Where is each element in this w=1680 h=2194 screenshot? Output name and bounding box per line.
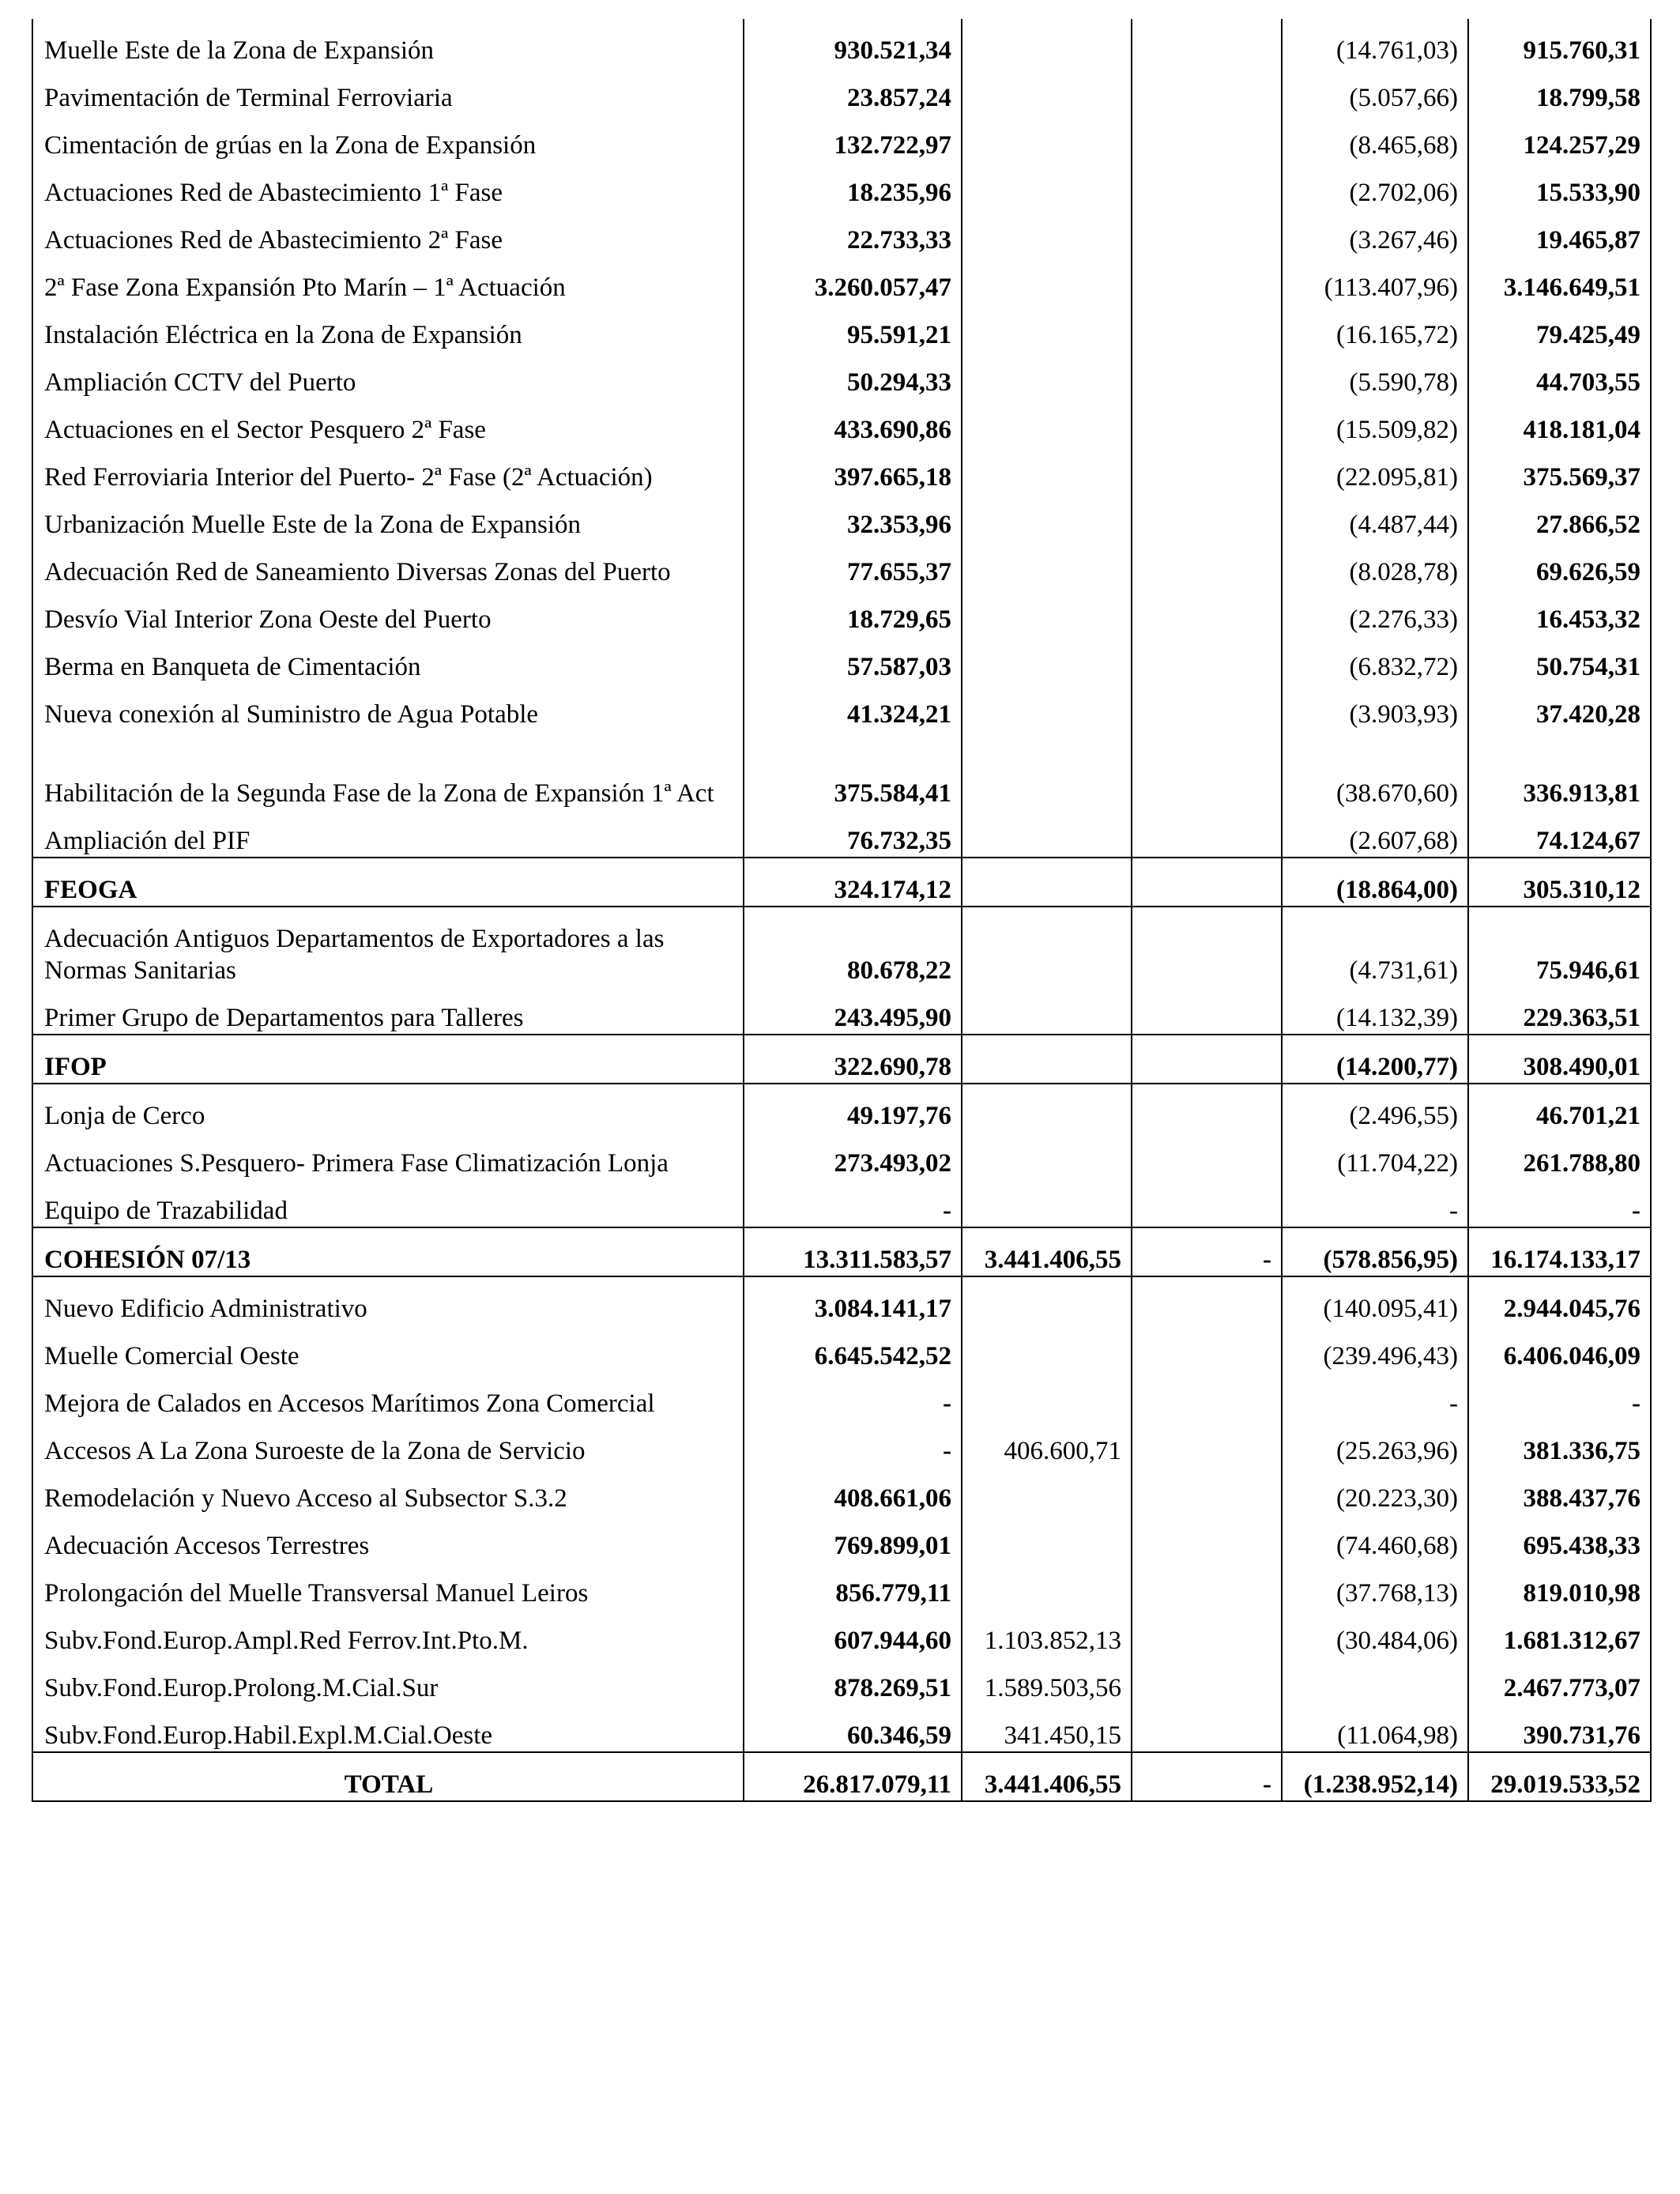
- additions-cell: [962, 1372, 1132, 1419]
- additions-cell: [962, 209, 1132, 256]
- initial-balance-cell: 26.817.079,11: [744, 1752, 962, 1801]
- additions-cell: 3.441.406,55: [962, 1752, 1132, 1801]
- additions-cell: [962, 303, 1132, 351]
- final-balance-cell: 261.788,80: [1468, 1132, 1651, 1179]
- table-row: [32, 66, 1651, 114]
- final-balance-cell: 29.019.533,52: [1468, 1752, 1651, 1801]
- concept-cell: Adecuación Accesos Terrestres: [32, 1514, 744, 1562]
- additions-cell: 1.589.503,56: [962, 1657, 1132, 1704]
- initial-balance-cell: -: [744, 1372, 962, 1419]
- concept-cell: IFOP: [32, 1035, 744, 1084]
- final-balance-cell: 37.420,28: [1468, 683, 1651, 730]
- initial-balance-cell: 41.324,21: [744, 683, 962, 730]
- transfers-to-results-cell: (37.768,13): [1282, 1562, 1468, 1609]
- final-balance-cell: -: [1468, 1372, 1651, 1419]
- subsidies-table: [32, 19, 1652, 1802]
- transfers-to-results-cell: (4.487,44): [1282, 493, 1468, 541]
- additions-cell: [962, 683, 1132, 730]
- table-row: [32, 493, 1651, 541]
- additions-cell: [962, 446, 1132, 493]
- additions-cell: [962, 66, 1132, 114]
- additions-cell: [962, 1467, 1132, 1514]
- table-row: [32, 635, 1651, 683]
- transfers-cell: [1132, 907, 1282, 986]
- transfers-cell: -: [1132, 1752, 1282, 1801]
- final-balance-cell: 1.681.312,67: [1468, 1609, 1651, 1657]
- table-row: [32, 683, 1651, 730]
- table-row: [32, 1609, 1651, 1657]
- concept-cell: FEOGA: [32, 858, 744, 907]
- concept-cell: Actuaciones S.Pesquero- Primera Fase Climatización Lonja: [32, 1132, 744, 1179]
- initial-balance-cell: 60.346,59: [744, 1704, 962, 1752]
- transfers-cell: [1132, 19, 1282, 66]
- transfers-to-results-cell: (14.132,39): [1282, 986, 1468, 1035]
- transfers-cell: [1132, 986, 1282, 1035]
- transfers-cell: [1132, 351, 1282, 398]
- additions-cell: 1.103.852,13: [962, 1609, 1132, 1657]
- table-row: [32, 1467, 1651, 1514]
- initial-balance-cell: 32.353,96: [744, 493, 962, 541]
- initial-balance-cell: 50.294,33: [744, 351, 962, 398]
- transfers-to-results-cell: (578.856,95): [1282, 1227, 1468, 1276]
- final-balance-cell: 2.467.773,07: [1468, 1657, 1651, 1704]
- transfers-cell: [1132, 1467, 1282, 1514]
- transfers-cell: [1132, 1609, 1282, 1657]
- final-balance-cell: 336.913,81: [1468, 730, 1651, 809]
- final-balance-cell: 75.946,61: [1468, 907, 1651, 986]
- concept-cell: COHESIÓN 07/13: [32, 1227, 744, 1276]
- transfers-to-results-cell: (1.238.952,14): [1282, 1752, 1468, 1801]
- concept-cell: Ampliación del PIF: [32, 809, 744, 858]
- concept-cell: Primer Grupo de Departamentos para Talleres: [32, 986, 744, 1035]
- initial-balance-cell: 80.678,22: [744, 907, 962, 986]
- section-row: [32, 858, 1651, 907]
- concept-cell: Adecuación Antiguos Departamentos de Exportadores a las Normas Sanitarias: [32, 907, 744, 986]
- concept-cell: Muelle Comercial Oeste: [32, 1325, 744, 1372]
- concept-cell: Actuaciones Red de Abastecimiento 1ª Fase: [32, 161, 744, 209]
- transfers-cell: [1132, 303, 1282, 351]
- transfers-to-results-cell: (3.903,93): [1282, 683, 1468, 730]
- table-row: [32, 1132, 1651, 1179]
- transfers-cell: [1132, 256, 1282, 303]
- additions-cell: [962, 114, 1132, 161]
- concept-cell: Remodelación y Nuevo Acceso al Subsector S.3.2: [32, 1467, 744, 1514]
- concept-cell: Adecuación Red de Saneamiento Diversas Zonas del Puerto: [32, 541, 744, 588]
- initial-balance-cell: 18.235,96: [744, 161, 962, 209]
- transfers-to-results-cell: (16.165,72): [1282, 303, 1468, 351]
- final-balance-cell: -: [1468, 1179, 1651, 1227]
- final-balance-cell: 375.569,37: [1468, 446, 1651, 493]
- concept-cell: 2ª Fase Zona Expansión Pto Marín – 1ª Actuación: [32, 256, 744, 303]
- transfers-to-results-cell: (2.702,06): [1282, 161, 1468, 209]
- transfers-cell: [1132, 209, 1282, 256]
- table-row: [32, 1704, 1651, 1752]
- transfers-cell: [1132, 446, 1282, 493]
- concept-cell: Cimentación de grúas en la Zona de Expansión: [32, 114, 744, 161]
- concept-cell: Subv.Fond.Europ.Prolong.M.Cial.Sur: [32, 1657, 744, 1704]
- final-balance-cell: 18.799,58: [1468, 66, 1651, 114]
- transfers-to-results-cell: -: [1282, 1372, 1468, 1419]
- additions-cell: [962, 1035, 1132, 1084]
- transfers-to-results-cell: (74.460,68): [1282, 1514, 1468, 1562]
- transfers-cell: [1132, 1372, 1282, 1419]
- final-balance-cell: 229.363,51: [1468, 986, 1651, 1035]
- concept-cell: Habilitación de la Segunda Fase de la Zona de Expansión 1ª Act: [32, 730, 744, 809]
- additions-cell: [962, 1084, 1132, 1132]
- transfers-cell: [1132, 114, 1282, 161]
- initial-balance-cell: 23.857,24: [744, 66, 962, 114]
- additions-cell: [962, 1179, 1132, 1227]
- initial-balance-cell: 324.174,12: [744, 858, 962, 907]
- final-balance-cell: 819.010,98: [1468, 1562, 1651, 1609]
- additions-cell: 341.450,15: [962, 1704, 1132, 1752]
- subsidies-table-body: [32, 19, 1651, 1801]
- final-balance-cell: 418.181,04: [1468, 398, 1651, 446]
- table-row: [32, 1276, 1651, 1325]
- final-balance-cell: 16.174.133,17: [1468, 1227, 1651, 1276]
- additions-cell: [962, 351, 1132, 398]
- transfers-cell: [1132, 1035, 1282, 1084]
- table-row: [32, 19, 1651, 66]
- initial-balance-cell: 57.587,03: [744, 635, 962, 683]
- table-row: [32, 986, 1651, 1035]
- additions-cell: 406.600,71: [962, 1419, 1132, 1467]
- transfers-to-results-cell: (18.864,00): [1282, 858, 1468, 907]
- additions-cell: [962, 161, 1132, 209]
- table-row: [32, 588, 1651, 635]
- concept-cell: Prolongación del Muelle Transversal Manuel Leiros: [32, 1562, 744, 1609]
- initial-balance-cell: 77.655,37: [744, 541, 962, 588]
- transfers-cell: [1132, 809, 1282, 858]
- initial-balance-cell: 3.260.057,47: [744, 256, 962, 303]
- table-row: [32, 907, 1651, 986]
- final-balance-cell: 69.626,59: [1468, 541, 1651, 588]
- transfers-cell: [1132, 161, 1282, 209]
- initial-balance-cell: 322.690,78: [744, 1035, 962, 1084]
- final-balance-cell: 3.146.649,51: [1468, 256, 1651, 303]
- transfers-cell: [1132, 1562, 1282, 1609]
- additions-cell: [962, 907, 1132, 986]
- table-row: [32, 303, 1651, 351]
- concept-cell: Nuevo Edificio Administrativo: [32, 1276, 744, 1325]
- initial-balance-cell: 13.311.583,57: [744, 1227, 962, 1276]
- transfers-cell: [1132, 493, 1282, 541]
- initial-balance-cell: 878.269,51: [744, 1657, 962, 1704]
- initial-balance-cell: 132.722,97: [744, 114, 962, 161]
- additions-cell: [962, 1132, 1132, 1179]
- transfers-cell: [1132, 1657, 1282, 1704]
- additions-cell: [962, 1562, 1132, 1609]
- final-balance-cell: 19.465,87: [1468, 209, 1651, 256]
- transfers-to-results-cell: (8.028,78): [1282, 541, 1468, 588]
- final-balance-cell: 44.703,55: [1468, 351, 1651, 398]
- transfers-cell: [1132, 730, 1282, 809]
- transfers-cell: [1132, 1132, 1282, 1179]
- final-balance-cell: 388.437,76: [1468, 1467, 1651, 1514]
- transfers-to-results-cell: (6.832,72): [1282, 635, 1468, 683]
- transfers-cell: -: [1132, 1227, 1282, 1276]
- additions-cell: [962, 635, 1132, 683]
- transfers-to-results-cell: (15.509,82): [1282, 398, 1468, 446]
- additions-cell: [962, 256, 1132, 303]
- table-row: [32, 809, 1651, 858]
- transfers-to-results-cell: (239.496,43): [1282, 1325, 1468, 1372]
- final-balance-cell: 305.310,12: [1468, 858, 1651, 907]
- transfers-to-results-cell: (14.761,03): [1282, 19, 1468, 66]
- concept-cell: Instalación Eléctrica en la Zona de Expansión: [32, 303, 744, 351]
- concept-cell: Urbanización Muelle Este de la Zona de Expansión: [32, 493, 744, 541]
- transfers-to-results-cell: (11.064,98): [1282, 1704, 1468, 1752]
- section-row: [32, 1035, 1651, 1084]
- transfers-to-results-cell: (11.704,22): [1282, 1132, 1468, 1179]
- transfers-to-results-cell: (8.465,68): [1282, 114, 1468, 161]
- transfers-to-results-cell: -: [1282, 1179, 1468, 1227]
- transfers-to-results-cell: (25.263,96): [1282, 1419, 1468, 1467]
- transfers-cell: [1132, 1325, 1282, 1372]
- concept-cell: Pavimentación de Terminal Ferroviaria: [32, 66, 744, 114]
- final-balance-cell: 124.257,29: [1468, 114, 1651, 161]
- initial-balance-cell: 95.591,21: [744, 303, 962, 351]
- initial-balance-cell: 607.944,60: [744, 1609, 962, 1657]
- additions-cell: [962, 493, 1132, 541]
- transfers-to-results-cell: (5.057,66): [1282, 66, 1468, 114]
- additions-cell: [962, 398, 1132, 446]
- final-balance-cell: 390.731,76: [1468, 1704, 1651, 1752]
- final-balance-cell: 46.701,21: [1468, 1084, 1651, 1132]
- initial-balance-cell: 930.521,34: [744, 19, 962, 66]
- transfers-to-results-cell: (22.095,81): [1282, 446, 1468, 493]
- additions-cell: [962, 809, 1132, 858]
- final-balance-cell: 16.453,32: [1468, 588, 1651, 635]
- concept-cell: Muelle Este de la Zona de Expansión: [32, 19, 744, 66]
- initial-balance-cell: 433.690,86: [744, 398, 962, 446]
- initial-balance-cell: 76.732,35: [744, 809, 962, 858]
- transfers-to-results-cell: (5.590,78): [1282, 351, 1468, 398]
- final-balance-cell: 915.760,31: [1468, 19, 1651, 66]
- transfers-to-results-cell: (3.267,46): [1282, 209, 1468, 256]
- table-row: [32, 1325, 1651, 1372]
- transfers-to-results-cell: (140.095,41): [1282, 1276, 1468, 1325]
- transfers-to-results-cell: (30.484,06): [1282, 1609, 1468, 1657]
- transfers-to-results-cell: (20.223,30): [1282, 1467, 1468, 1514]
- concept-cell: Actuaciones en el Sector Pesquero 2ª Fase: [32, 398, 744, 446]
- additions-cell: 3.441.406,55: [962, 1227, 1132, 1276]
- table-row: [32, 1657, 1651, 1704]
- transfers-cell: [1132, 683, 1282, 730]
- concept-cell: Berma en Banqueta de Cimentación: [32, 635, 744, 683]
- initial-balance-cell: 18.729,65: [744, 588, 962, 635]
- concept-cell: Subv.Fond.Europ.Habil.Expl.M.Cial.Oeste: [32, 1704, 744, 1752]
- transfers-cell: [1132, 1084, 1282, 1132]
- transfers-cell: [1132, 541, 1282, 588]
- table-row: [32, 1419, 1651, 1467]
- transfers-cell: [1132, 1704, 1282, 1752]
- transfers-cell: [1132, 66, 1282, 114]
- concept-cell: Actuaciones Red de Abastecimiento 2ª Fase: [32, 209, 744, 256]
- concept-cell: Subv.Fond.Europ.Ampl.Red Ferrov.Int.Pto.M.: [32, 1609, 744, 1657]
- table-row: [32, 398, 1651, 446]
- initial-balance-cell: 22.733,33: [744, 209, 962, 256]
- table-row: [32, 1084, 1651, 1132]
- initial-balance-cell: 49.197,76: [744, 1084, 962, 1132]
- additions-cell: [962, 1514, 1132, 1562]
- concept-cell: Desvío Vial Interior Zona Oeste del Puerto: [32, 588, 744, 635]
- transfers-cell: [1132, 1179, 1282, 1227]
- initial-balance-cell: 243.495,90: [744, 986, 962, 1035]
- initial-balance-cell: 408.661,06: [744, 1467, 962, 1514]
- concept-cell: Mejora de Calados en Accesos Marítimos Zona Comercial: [32, 1372, 744, 1419]
- total-row: [32, 1752, 1651, 1801]
- additions-cell: [962, 858, 1132, 907]
- transfers-to-results-cell: (4.731,61): [1282, 907, 1468, 986]
- concept-cell: Ampliación CCTV del Puerto: [32, 351, 744, 398]
- table-row: [32, 1514, 1651, 1562]
- table-row: [32, 256, 1651, 303]
- table-row: [32, 209, 1651, 256]
- section-row: [32, 1227, 1651, 1276]
- transfers-cell: [1132, 1419, 1282, 1467]
- additions-cell: [962, 730, 1132, 809]
- initial-balance-cell: 769.899,01: [744, 1514, 962, 1562]
- concept-cell: Nueva conexión al Suministro de Agua Potable: [32, 683, 744, 730]
- final-balance-cell: 6.406.046,09: [1468, 1325, 1651, 1372]
- initial-balance-cell: 375.584,41: [744, 730, 962, 809]
- concept-cell: TOTAL: [32, 1752, 744, 1801]
- transfers-cell: [1132, 398, 1282, 446]
- final-balance-cell: 74.124,67: [1468, 809, 1651, 858]
- additions-cell: [962, 986, 1132, 1035]
- table-row: [32, 351, 1651, 398]
- initial-balance-cell: 856.779,11: [744, 1562, 962, 1609]
- table-row: [32, 446, 1651, 493]
- initial-balance-cell: 397.665,18: [744, 446, 962, 493]
- concept-cell: Red Ferroviaria Interior del Puerto- 2ª Fase (2ª Actuación): [32, 446, 744, 493]
- additions-cell: [962, 588, 1132, 635]
- concept-cell: Lonja de Cerco: [32, 1084, 744, 1132]
- final-balance-cell: 381.336,75: [1468, 1419, 1651, 1467]
- table-row: [32, 1562, 1651, 1609]
- additions-cell: [962, 19, 1132, 66]
- transfers-to-results-cell: (2.607,68): [1282, 809, 1468, 858]
- additions-cell: [962, 1325, 1132, 1372]
- initial-balance-cell: -: [744, 1179, 962, 1227]
- transfers-cell: [1132, 1276, 1282, 1325]
- transfers-cell: [1132, 588, 1282, 635]
- additions-cell: [962, 541, 1132, 588]
- table-row: [32, 114, 1651, 161]
- table-row: [32, 1179, 1651, 1227]
- final-balance-cell: 15.533,90: [1468, 161, 1651, 209]
- transfers-to-results-cell: [1282, 1657, 1468, 1704]
- final-balance-cell: 308.490,01: [1468, 1035, 1651, 1084]
- table-row: [32, 541, 1651, 588]
- transfers-to-results-cell: (2.496,55): [1282, 1084, 1468, 1132]
- initial-balance-cell: 273.493,02: [744, 1132, 962, 1179]
- initial-balance-cell: 3.084.141,17: [744, 1276, 962, 1325]
- concept-cell: Accesos A La Zona Suroeste de la Zona de Servicio: [32, 1419, 744, 1467]
- final-balance-cell: 79.425,49: [1468, 303, 1651, 351]
- table-row: [32, 1372, 1651, 1419]
- initial-balance-cell: 6.645.542,52: [744, 1325, 962, 1372]
- transfers-to-results-cell: (2.276,33): [1282, 588, 1468, 635]
- final-balance-cell: 2.944.045,76: [1468, 1276, 1651, 1325]
- additions-cell: [962, 1276, 1132, 1325]
- concept-cell: Equipo de Trazabilidad: [32, 1179, 744, 1227]
- table-row: [32, 161, 1651, 209]
- final-balance-cell: 27.866,52: [1468, 493, 1651, 541]
- transfers-to-results-cell: (38.670,60): [1282, 730, 1468, 809]
- transfers-cell: [1132, 858, 1282, 907]
- initial-balance-cell: -: [744, 1419, 962, 1467]
- final-balance-cell: 695.438,33: [1468, 1514, 1651, 1562]
- table-row: [32, 730, 1651, 809]
- final-balance-cell: 50.754,31: [1468, 635, 1651, 683]
- transfers-to-results-cell: (113.407,96): [1282, 256, 1468, 303]
- transfers-to-results-cell: (14.200,77): [1282, 1035, 1468, 1084]
- transfers-cell: [1132, 1514, 1282, 1562]
- transfers-cell: [1132, 635, 1282, 683]
